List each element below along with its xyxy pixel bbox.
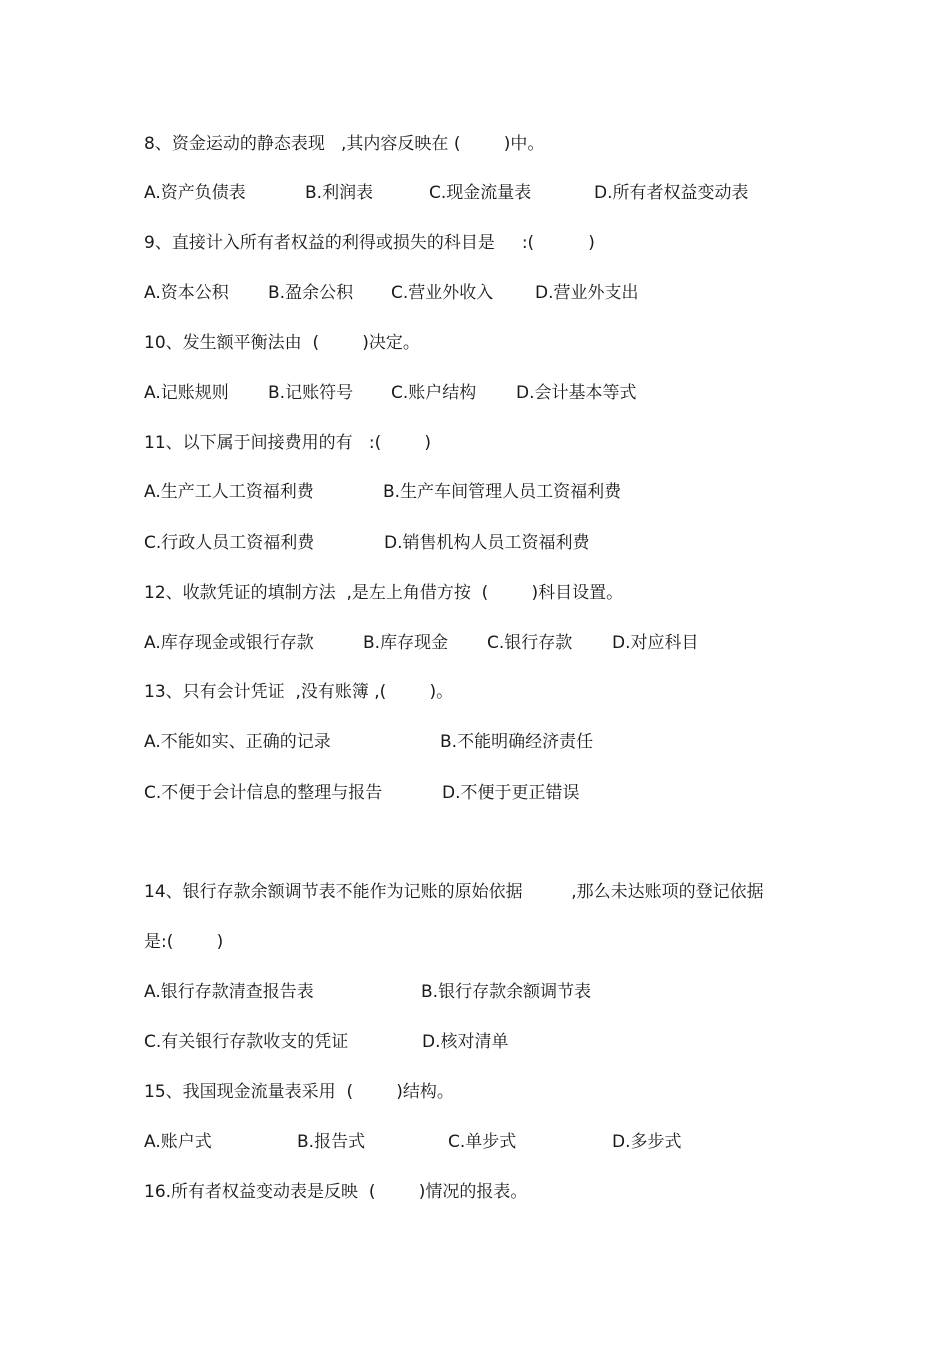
question-13-option-d: D.不便于更正错误 [442,783,580,803]
question-11-option-a: A.生产工人工资福利费 [144,482,314,502]
question-10-option-b: B.记账符号 [268,383,354,403]
question-9-option-b: B.盈余公积 [268,283,354,303]
question-14-option-c: C.有关银行存款收支的凭证 [144,1032,349,1052]
question-14-stem-continued: 是:( ) [144,932,224,952]
question-12-option-b: B.库存现金 [363,633,449,653]
question-11-option-d: D.销售机构人员工资福利费 [384,533,590,553]
question-14-option-d: D.核对清单 [422,1032,509,1052]
question-9-option-a: A.资本公积 [144,283,229,303]
question-15-option-b: B.报告式 [297,1132,366,1152]
question-15-stem: 15、我国现金流量表采用 ( )结构。 [144,1082,454,1102]
question-12-option-a: A.库存现金或银行存款 [144,633,314,653]
question-12-option-d: D.对应科目 [612,633,699,653]
question-10-option-a: A.记账规则 [144,383,229,403]
question-9-stem: 9、直接计入所有者权益的利得或损失的科目是 :( ) [144,233,595,253]
question-9-option-c: C.营业外收入 [391,283,494,303]
question-8-option-a: A.资产负债表 [144,183,246,203]
question-14-option-a: A.银行存款清查报告表 [144,982,314,1002]
question-14-option-b: B.银行存款余额调节表 [421,982,592,1002]
question-8-option-b: B.利润表 [305,183,374,203]
question-14-stem: 14、银行存款余额调节表不能作为记账的原始依据 ,那么未达账项的登记依据 [144,882,764,902]
question-15-option-a: A.账户式 [144,1132,212,1152]
question-12-stem: 12、收款凭证的填制方法 ,是左上角借方按 ( )科目设置。 [144,583,624,603]
question-11-option-c: C.行政人员工资福利费 [144,533,315,553]
question-16-stem: 16.所有者权益变动表是反映 ( )情况的报表。 [144,1182,528,1202]
question-10-stem: 10、发生额平衡法由 ( )决定。 [144,333,420,353]
question-12-option-c: C.银行存款 [487,633,573,653]
question-8-stem: 8、资金运动的静态表现 ,其内容反映在 ( )中。 [144,134,545,154]
question-9-option-d: D.营业外支出 [535,283,639,303]
question-8-option-d: D.所有者权益变动表 [594,183,749,203]
question-10-option-d: D.会计基本等式 [516,383,637,403]
question-15-option-d: D.多步式 [612,1132,682,1152]
question-13-option-c: C.不便于会计信息的整理与报告 [144,783,383,803]
question-10-option-c: C.账户结构 [391,383,477,403]
question-13-option-a: A.不能如实、正确的记录 [144,732,331,752]
question-13-stem: 13、只有会计凭证 ,没有账簿 ,( )。 [144,682,454,702]
question-11-stem: 11、以下属于间接费用的有 :( ) [144,433,432,453]
question-8-option-c: C.现金流量表 [429,183,532,203]
question-13-option-b: B.不能明确经济责任 [440,732,594,752]
question-15-option-c: C.单步式 [448,1132,517,1152]
question-11-option-b: B.生产车间管理人员工资福利费 [383,482,622,502]
